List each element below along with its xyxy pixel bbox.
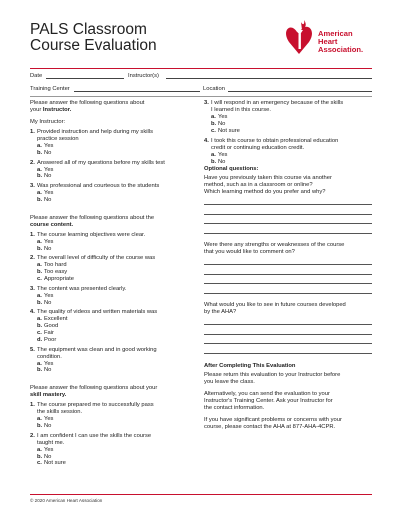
fields-rule xyxy=(30,96,372,97)
skill-q3-yes[interactable]: a. Yes xyxy=(211,114,228,120)
after-para-2-line-3: the contact information. xyxy=(204,404,265,411)
content-q3-yes[interactable]: a. Yes xyxy=(37,292,54,299)
content-intro-1: Please answer the following questions about the xyxy=(30,214,155,221)
instructor-q1-yes[interactable]: a. Yes xyxy=(37,143,54,149)
logo-wordmark xyxy=(318,30,363,55)
skill-q1: 1. The course prepared me to successfully pass the skills session. xyxy=(30,402,154,416)
instructor-field[interactable] xyxy=(166,78,372,79)
logo-line-2: Heart xyxy=(318,37,338,47)
instructor-q3: 3. Was professional and courteous to the students xyxy=(30,183,160,190)
content-q4-b[interactable]: b. Good xyxy=(37,323,59,330)
optional-q2-answer-line[interactable] xyxy=(204,265,372,275)
skill-q3-not-sure[interactable]: c. Not sure xyxy=(211,127,240,134)
optional-q1-answer-line[interactable] xyxy=(204,215,372,225)
content-intro-2: course content. xyxy=(30,221,74,228)
content-q3: 3. The content was presented clearly. xyxy=(30,285,127,292)
page-title xyxy=(30,22,157,54)
right-column xyxy=(204,100,372,431)
left-column xyxy=(30,100,198,467)
content-q1-yes[interactable]: a. Yes xyxy=(37,238,54,245)
skill-q4-no[interactable]: b. No xyxy=(211,159,226,166)
content-q2: 2. The overall level of difficulty of the course was xyxy=(30,255,156,262)
skill-intro-2: skill mastery. xyxy=(30,392,67,399)
optional-q1-answer-line[interactable] xyxy=(204,205,372,215)
skill-q1-no[interactable]: b. No xyxy=(37,422,52,429)
content-q4-a[interactable]: a. Excellent xyxy=(37,316,68,323)
optional-q1-answer-line[interactable] xyxy=(204,224,372,234)
after-para-1-line-2: you leave the class. xyxy=(204,378,255,385)
after-para-3-line-2: course, please contact the AHA at 877-AHA-4CPR. xyxy=(204,423,336,430)
after-para-1-line-1: Please return this evaluation to your Instructor before xyxy=(204,371,341,378)
date-instructor-row xyxy=(30,73,372,83)
skill-q2-yes[interactable]: a. Yes xyxy=(37,446,54,453)
content-q3-no[interactable]: b. No xyxy=(37,299,52,306)
content-q4-d[interactable]: d. Poor xyxy=(37,336,57,343)
optional-q3-answer-line[interactable] xyxy=(204,335,372,345)
date-label: Date xyxy=(30,73,43,79)
after-para-3-line-1: If you have significant problems or concerns with your xyxy=(204,416,342,423)
optional-q2-answer-line[interactable] xyxy=(204,284,372,294)
logo-line-3: Association. xyxy=(318,45,364,55)
instructor-q1-no[interactable]: b. No xyxy=(37,149,52,156)
optional-q3-line-1: What would you like to see in future courses developed xyxy=(204,301,346,308)
optional-q1-line-1: Have you previously taken this course via another xyxy=(204,174,332,181)
instructor-label: Instructor(s) xyxy=(128,73,159,79)
skill-intro-1: Please answer the following questions about your xyxy=(30,385,158,392)
logo-line-1: American xyxy=(318,29,353,38)
content-q4: 4. The quality of videos and written materials was xyxy=(30,309,158,316)
optional-q3-answer-line[interactable] xyxy=(204,316,372,326)
instructor-q1: 1. Provided instruction and help during my skills practice session xyxy=(30,129,153,142)
optional-q2-answer-line[interactable] xyxy=(204,256,372,266)
skill-q2-not-sure[interactable]: c. Not sure xyxy=(37,460,66,467)
content-q4-c[interactable]: c. Fair xyxy=(37,329,54,336)
content-q1: 1. The course learning objectives were clear. xyxy=(30,231,146,238)
date-field[interactable] xyxy=(46,78,124,79)
instructor-q2-no[interactable]: b. No xyxy=(37,173,52,180)
training-center-field[interactable] xyxy=(74,91,200,92)
optional-q1-answer-line[interactable] xyxy=(204,196,372,206)
header-rule xyxy=(30,68,372,69)
copyright: © 2020 American Heart Association xyxy=(30,498,103,503)
optional-q1-line-3: Which learning method do you prefer and why? xyxy=(204,188,326,195)
footer-rule xyxy=(30,494,372,495)
skill-q4: 4. I took this course to obtain professional education credit or continuing education credit. xyxy=(204,138,339,152)
skill-q1-yes[interactable]: a. Yes xyxy=(37,416,54,423)
optional-q2-answer-line[interactable] xyxy=(204,275,372,285)
optional-q2-line-1: Were there any strengths or weaknesses of the course xyxy=(204,241,345,248)
content-q1-no[interactable]: b. No xyxy=(37,245,52,252)
training-center-label: Training Center xyxy=(30,86,70,92)
instructor-q3-yes[interactable]: a. Yes xyxy=(37,190,54,197)
content-q5: 5. The equipment was clean and in good working condition. xyxy=(30,346,157,360)
content-q5-no[interactable]: b. No xyxy=(37,367,52,374)
optional-q1-line-2: method, such as in a classroom or online? xyxy=(204,181,313,188)
optional-q3-answer-line[interactable] xyxy=(204,325,372,335)
skill-q2: 2. I am confident I can use the skills the course taught me. xyxy=(30,432,152,446)
content-q2-b[interactable]: b. Too easy xyxy=(37,269,68,276)
instructor-intro-1: Please answer the following questions about xyxy=(30,100,145,106)
instructor-q2: 2. Answered all of my questions before my skills test xyxy=(30,159,165,166)
content-q2-c[interactable]: c. Appropriate xyxy=(37,275,74,282)
skill-q3-no[interactable]: b. No xyxy=(211,120,226,127)
content-q5-yes[interactable]: a. Yes xyxy=(37,360,54,367)
skill-q2-no[interactable]: b. No xyxy=(37,453,52,460)
title-line-2: Course Evaluation xyxy=(30,37,157,54)
after-completing-heading: After Completing This Evaluation xyxy=(204,362,296,369)
location-field[interactable] xyxy=(228,91,372,92)
skill-q4-yes[interactable]: a. Yes xyxy=(211,152,228,159)
training-location-row xyxy=(30,86,372,96)
content-q2-a[interactable]: a. Too hard xyxy=(37,262,67,269)
instructor-q3-no[interactable]: b. No xyxy=(37,196,52,203)
optional-q3-line-2: by the AHA? xyxy=(204,308,237,315)
skill-q3: 3. I will respond in an emergency because of the skills I learned in this course. xyxy=(204,100,344,113)
instructor-intro-2: your Instructor. xyxy=(30,107,72,113)
instructor-q2-yes[interactable]: a. Yes xyxy=(37,166,54,173)
location-label: Location xyxy=(203,86,225,92)
optional-q3-answer-line[interactable] xyxy=(204,344,372,354)
optional-q2-line-2: that you would like to comment on? xyxy=(204,248,295,255)
instructor-sub: My Instructor: xyxy=(30,119,66,125)
optional-questions-heading: Optional questions: xyxy=(204,165,259,172)
after-para-2-line-2: Instructor's Training Center. Ask your Instructor for xyxy=(204,397,333,404)
after-para-2-line-1: Alternatively, you can send the evaluation to your xyxy=(204,390,330,397)
title-line-1: PALS Classroom xyxy=(30,21,147,38)
